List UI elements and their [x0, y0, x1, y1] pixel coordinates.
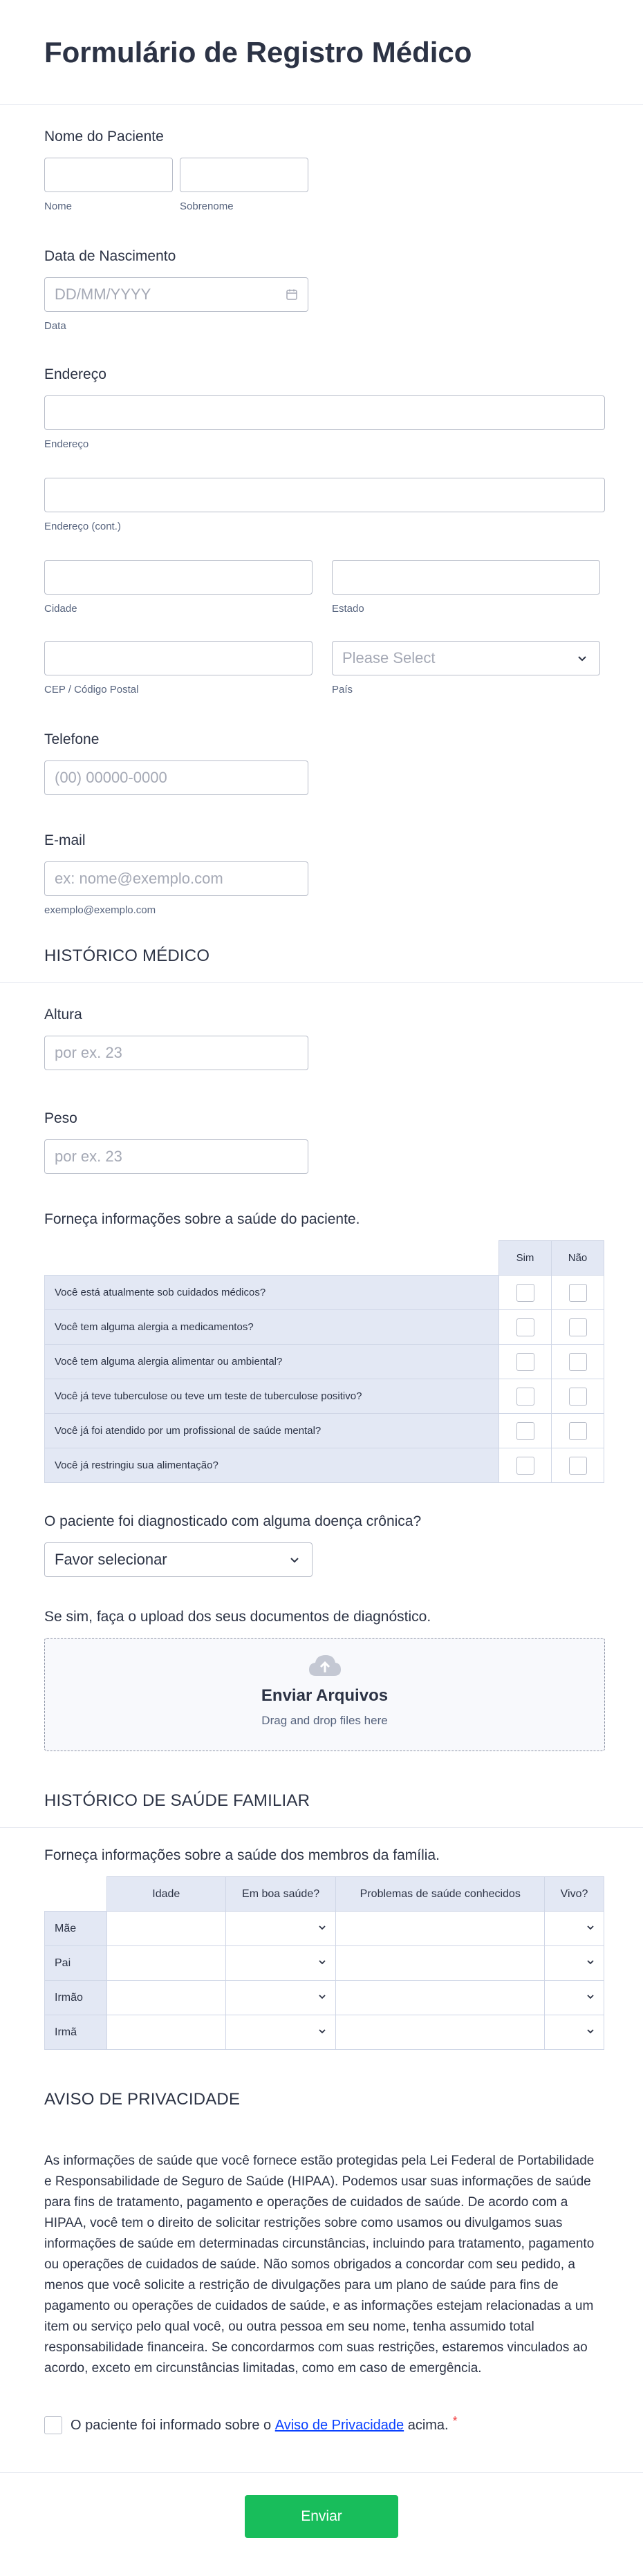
email-input[interactable]	[44, 861, 308, 896]
age-cell[interactable]	[106, 1912, 225, 1946]
address-label: Endereço	[44, 366, 106, 382]
cloud-upload-icon	[308, 1654, 342, 1677]
zip-sublabel: CEP / Código Postal	[44, 684, 139, 696]
chevron-down-icon	[586, 2026, 595, 2036]
matrix-question: Você já foi atendido por um profissional de saúde mental?	[45, 1414, 499, 1448]
family-row-label: Pai	[45, 1946, 107, 1981]
birth-date-placeholder: DD/MM/YYYY	[55, 286, 151, 303]
address-line1-sublabel: Endereço	[44, 438, 89, 450]
table-row	[45, 1276, 604, 1310]
chevron-down-icon	[317, 1992, 327, 2001]
age-cell[interactable]	[106, 2015, 225, 2050]
table-row	[45, 1414, 604, 1448]
matrix-question: Você já restringiu sua alimentação?	[45, 1448, 499, 1483]
upload-title: Enviar Arquivos	[261, 1686, 389, 1705]
submit-button[interactable]: Enviar	[245, 2495, 398, 2538]
state-input[interactable]	[332, 560, 600, 595]
yes-checkbox[interactable]	[516, 1388, 534, 1406]
chronic-label: O paciente foi diagnosticado com alguma doença crônica?	[44, 1513, 422, 1529]
chevron-down-icon	[317, 1923, 327, 1932]
problems-cell[interactable]	[336, 1912, 545, 1946]
upload-label: Se sim, faça o upload dos seus documentos de diagnóstico.	[44, 1609, 431, 1625]
address-line2-sublabel: Endereço (cont.)	[44, 521, 121, 532]
no-checkbox[interactable]	[569, 1388, 587, 1406]
table-row	[45, 1912, 604, 1946]
email-sublabel: exemplo@exemplo.com	[44, 904, 156, 916]
family-col-health: Em boa saúde?	[225, 1877, 336, 1912]
problems-cell[interactable]	[336, 2015, 545, 2050]
problems-cell[interactable]	[336, 1946, 545, 1981]
health-matrix-label: Forneça informações sobre a saúde do paciente.	[44, 1211, 360, 1227]
height-field	[44, 1007, 605, 1070]
phone-input[interactable]	[44, 760, 308, 795]
health-matrix-field	[44, 1211, 605, 1483]
matrix-corner	[45, 1241, 499, 1276]
family-matrix-field	[44, 1847, 605, 2050]
calendar-icon[interactable]	[286, 288, 298, 301]
birth-date-field	[44, 248, 605, 332]
medical-section-title: HISTÓRICO MÉDICO	[0, 916, 643, 983]
health-matrix	[44, 1240, 604, 1483]
chevron-down-icon	[586, 1957, 595, 1967]
age-cell[interactable]	[106, 1946, 225, 1981]
alive-select[interactable]	[545, 1912, 604, 1946]
no-checkbox[interactable]	[569, 1422, 587, 1440]
matrix-question: Você está atualmente sob cuidados médicos?	[45, 1276, 499, 1310]
matrix-question: Você já teve tuberculose ou teve um teste de tuberculose positivo?	[45, 1379, 499, 1414]
family-row-label: Mãe	[45, 1912, 107, 1946]
health-select[interactable]	[225, 2015, 336, 2050]
phone-field	[44, 731, 605, 795]
form-title: Formulário de Registro Médico	[44, 36, 472, 68]
chevron-down-icon	[575, 651, 590, 666]
matrix-question: Você tem alguma alergia a medicamentos?	[45, 1310, 499, 1345]
birth-date-input[interactable]	[44, 277, 308, 312]
birth-date-sublabel: Data	[44, 320, 66, 332]
chronic-field	[44, 1513, 605, 1577]
family-col-alive: Vivo?	[545, 1877, 604, 1912]
health-select[interactable]	[225, 1946, 336, 1981]
table-row	[45, 1946, 604, 1981]
first-name-sublabel: Nome	[44, 200, 73, 212]
required-asterisk: *	[452, 2414, 458, 2428]
privacy-text: As informações de saúde que você fornece estão protegidas pela Lei Federal de Portabilidade e Responsabilidade de Seguro de Saúde (HIPAA). Podemos usar suas informações de saúde para fins de tratamento, pagamento e operações de cuidados de saúde. De acordo com a HIPAA, você tem o direito de solicitar restrições sobre como usamos ou divulgamos suas informações de saúde em determinadas circunstâncias, incluindo para tratamento, pagamento ou operações de cuidados de saúde. Não somos obrigados a concordar com seu pedido, a menos que você solicite a restrição de divulgações para um plano de saúde para fins de pagamento ou operações de cuidados de saúde, e as informações estejam relacionadas a um item ou serviço pelo qual você, ou outra pessoa em seu nome, tenha assumido total responsabilidade financeira. Se concordarmos com suas restrições, estaremos vinculados ao acordo, exceto em circunstâncias limitadas, como em caso de emergência.	[44, 2154, 595, 2376]
upload-field	[44, 1609, 605, 1751]
weight-label: Peso	[44, 1110, 77, 1126]
patient-name-label: Nome do Paciente	[44, 129, 164, 144]
upload-subtitle: Drag and drop files here	[261, 1714, 388, 1727]
family-col-problems: Problemas de saúde conhecidos	[336, 1877, 545, 1912]
address-line2-input[interactable]	[44, 478, 605, 512]
country-select[interactable]	[332, 641, 600, 675]
privacy-notice-link[interactable]: Aviso de Privacidade	[274, 2417, 404, 2433]
table-row	[45, 2015, 604, 2050]
height-placeholder: por ex. 23	[55, 1044, 122, 1061]
email-field	[44, 832, 605, 916]
table-row	[45, 1981, 604, 2015]
family-col-age: Idade	[106, 1877, 225, 1912]
upload-dropzone[interactable]	[44, 1638, 605, 1751]
country-placeholder: Please Select	[342, 649, 436, 666]
table-row	[45, 1379, 604, 1414]
email-label: E-mail	[44, 832, 86, 848]
height-input[interactable]	[44, 1036, 308, 1070]
alive-select[interactable]	[545, 1946, 604, 1981]
consent-suffix: acima.	[404, 2417, 449, 2433]
matrix-col-yes: Sim	[499, 1241, 552, 1276]
family-row-label: Irmão	[45, 1981, 107, 2015]
yes-checkbox[interactable]	[516, 1353, 534, 1371]
form-header	[0, 0, 643, 105]
family-section-title: HISTÓRICO DE SAÚDE FAMILIAR	[0, 1751, 643, 1828]
yes-checkbox[interactable]	[516, 1318, 534, 1336]
age-cell[interactable]	[106, 1981, 225, 2015]
alive-select[interactable]	[545, 1981, 604, 2015]
privacy-consent-checkbox[interactable]	[44, 2416, 62, 2434]
family-row-label: Irmã	[45, 2015, 107, 2050]
email-placeholder: ex: nome@exemplo.com	[55, 870, 223, 887]
chevron-down-icon	[317, 1957, 327, 1967]
yes-checkbox[interactable]	[516, 1422, 534, 1440]
last-name-input[interactable]	[180, 158, 308, 192]
matrix-question: Você tem alguma alergia alimentar ou ambiental?	[45, 1345, 499, 1379]
chevron-down-icon	[586, 1992, 595, 2001]
form-content	[0, 129, 643, 2434]
consent-prefix: O paciente foi informado sobre o	[71, 2417, 275, 2433]
address-field	[44, 366, 605, 696]
yes-checkbox[interactable]	[516, 1457, 534, 1475]
health-select[interactable]	[225, 1981, 336, 2015]
chevron-down-icon	[317, 2026, 327, 2036]
alive-select[interactable]	[545, 2015, 604, 2050]
health-select[interactable]	[225, 1912, 336, 1946]
yes-checkbox[interactable]	[516, 1284, 534, 1302]
address-line1-input[interactable]	[44, 395, 605, 430]
country-sublabel: País	[332, 684, 353, 696]
table-row	[45, 1345, 604, 1379]
phone-placeholder: (00) 00000-0000	[55, 769, 167, 786]
table-row	[45, 1448, 604, 1483]
chevron-down-icon	[287, 1552, 302, 1567]
no-checkbox[interactable]	[569, 1318, 587, 1336]
no-checkbox[interactable]	[569, 1284, 587, 1302]
family-corner	[45, 1877, 107, 1912]
state-sublabel: Estado	[332, 603, 364, 615]
city-input[interactable]	[44, 560, 313, 595]
problems-cell[interactable]	[336, 1981, 545, 2015]
family-matrix-label: Forneça informações sobre a saúde dos membros da família.	[44, 1847, 440, 1863]
chevron-down-icon	[586, 1923, 595, 1932]
first-name-input[interactable]	[44, 158, 173, 192]
chronic-value: Favor selecionar	[55, 1551, 167, 1568]
phone-label: Telefone	[44, 731, 100, 747]
privacy-consent	[44, 2416, 605, 2434]
no-checkbox[interactable]	[569, 1457, 587, 1475]
patient-name-field	[44, 129, 605, 212]
height-label: Altura	[44, 1007, 82, 1023]
city-sublabel: Cidade	[44, 603, 77, 615]
no-checkbox[interactable]	[569, 1353, 587, 1371]
form-footer	[0, 2472, 643, 2576]
birth-date-label: Data de Nascimento	[44, 248, 176, 264]
privacy-section-title: AVISO DE PRIVACIDADE	[44, 2090, 241, 2109]
family-matrix	[44, 1876, 604, 2050]
weight-input[interactable]	[44, 1139, 308, 1174]
chronic-select[interactable]	[44, 1542, 313, 1577]
matrix-col-no: Não	[552, 1241, 604, 1276]
last-name-sublabel: Sobrenome	[180, 200, 234, 212]
weight-field	[44, 1110, 605, 1174]
zip-input[interactable]	[44, 641, 313, 675]
weight-placeholder: por ex. 23	[55, 1148, 122, 1165]
table-row	[45, 1310, 604, 1345]
